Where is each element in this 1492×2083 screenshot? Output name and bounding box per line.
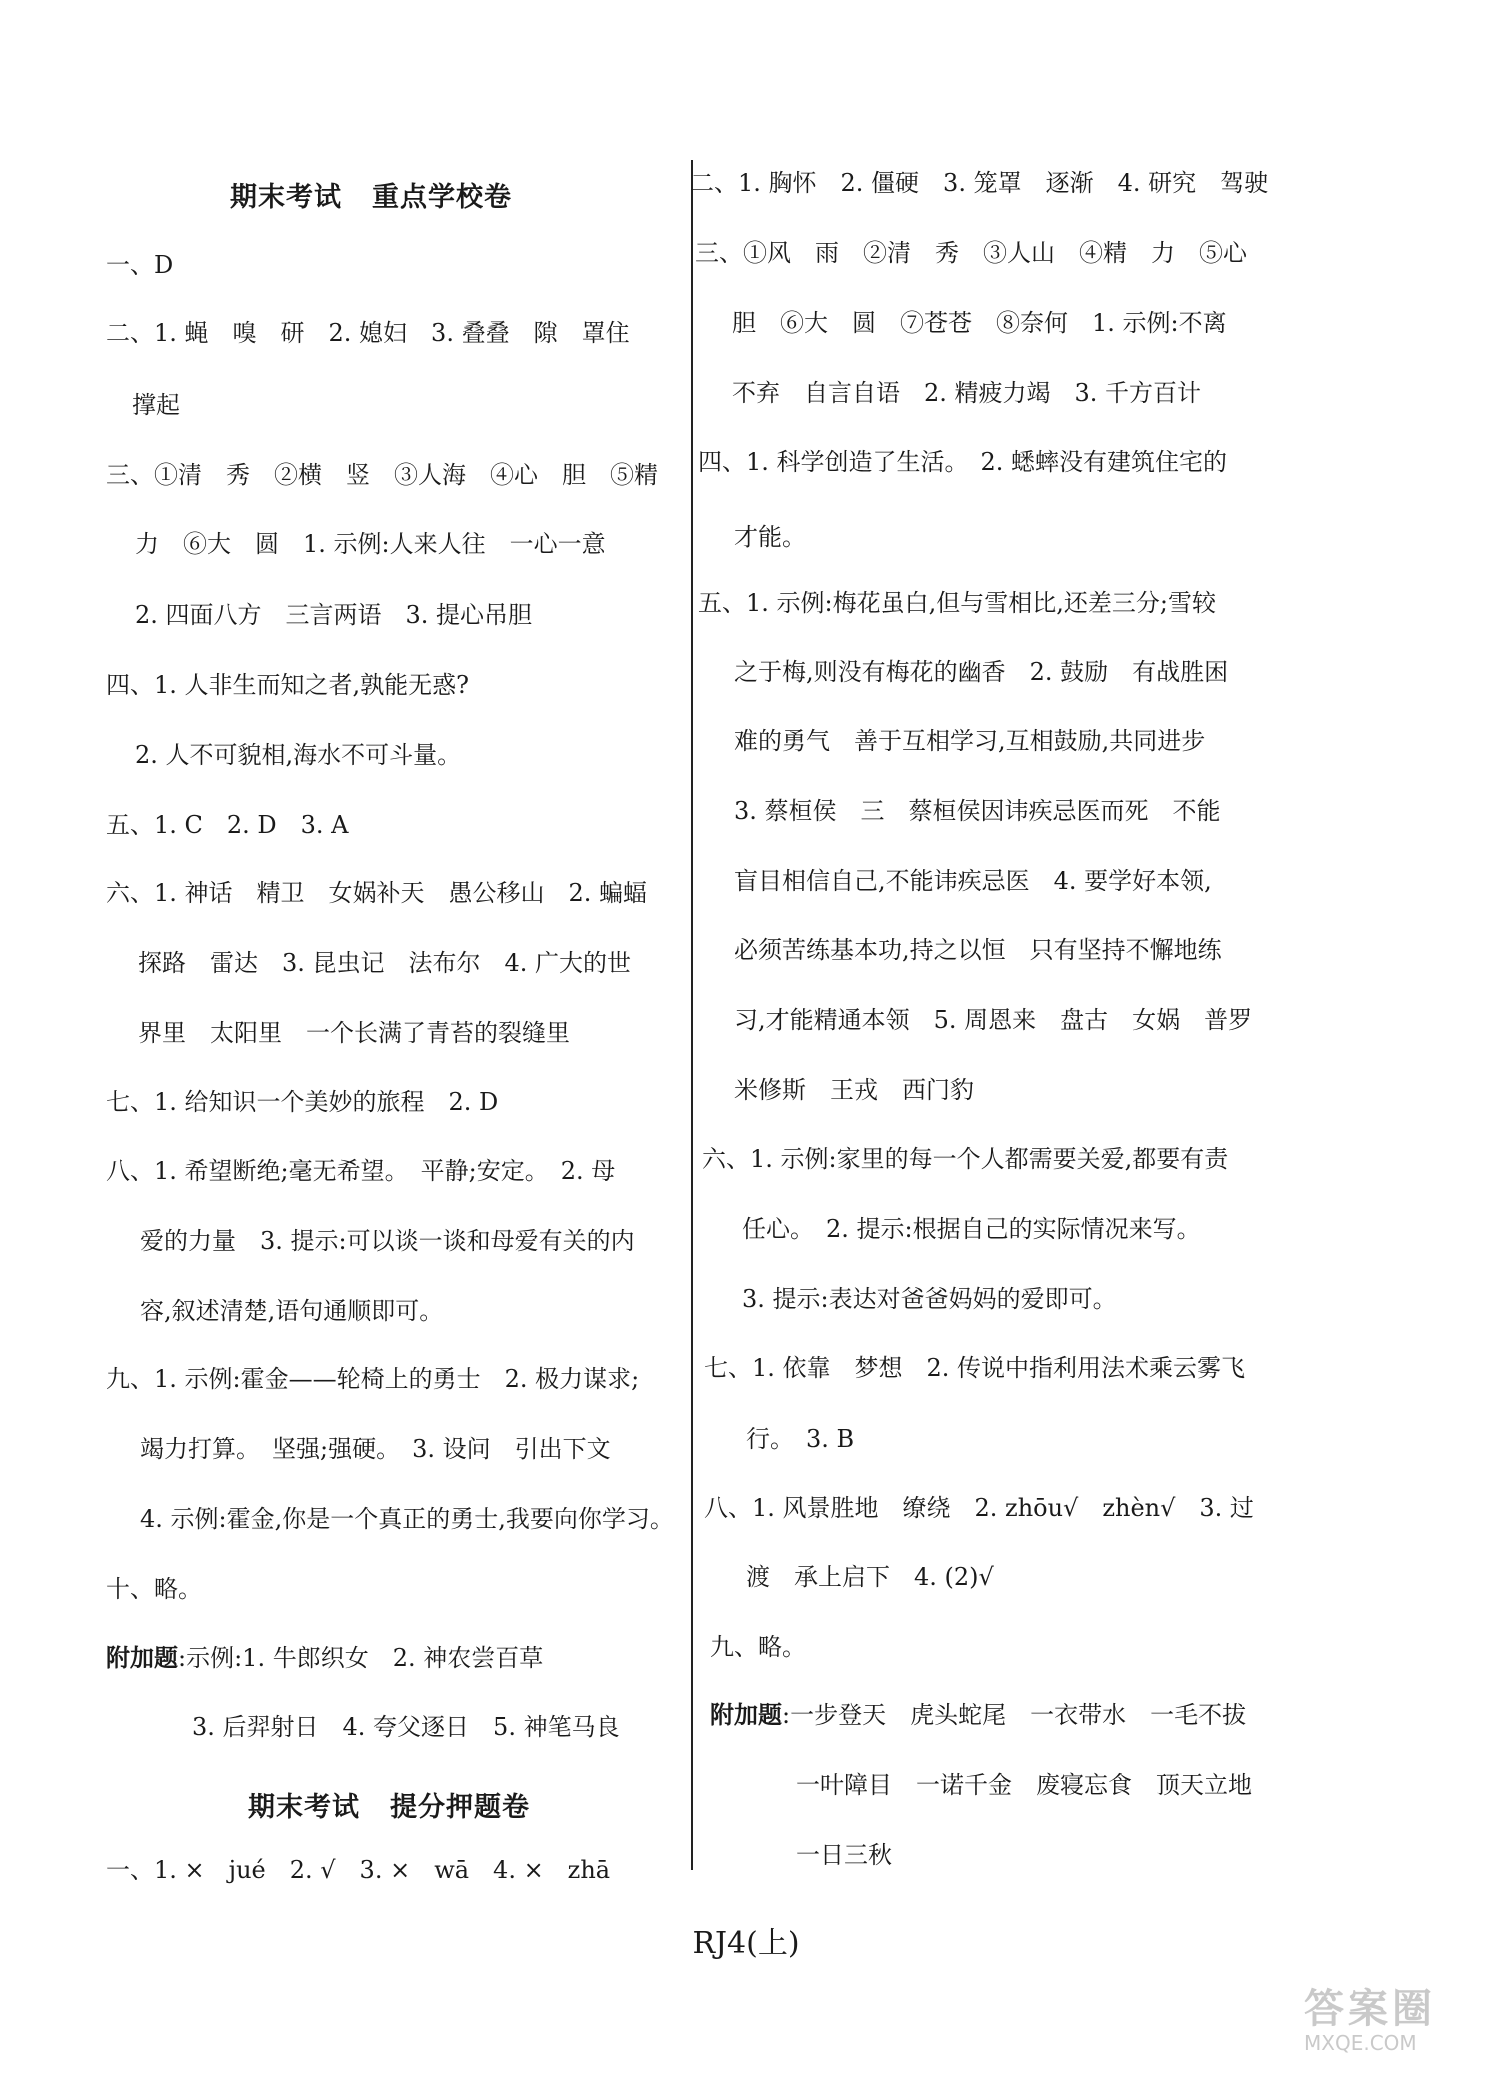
- bonus-label: 附加题: [106, 1643, 178, 1672]
- answer-line: 五、1. C 2. D 3. A: [106, 811, 349, 839]
- answer-line: 三、①清 秀 ②横 竖 ③人海 ④心 胆 ⑤精: [106, 461, 658, 489]
- section-title-key-school: 期末考试 重点学校卷: [230, 182, 512, 213]
- answer-line: 四、1. 科学创造了生活。 2. 蟋蟀没有建筑住宅的: [698, 448, 1228, 476]
- answer-line: 容,叙述清楚,语句通顺即可。: [140, 1297, 444, 1325]
- answer-line: 2. 四面八方 三言两语 3. 提心吊胆: [135, 601, 533, 629]
- answer-line: 米修斯 王戎 西门豹: [734, 1076, 974, 1104]
- column-divider: [691, 160, 693, 1870]
- answer-line: 一、1. × jué 2. √ 3. × wā 4. × zhā: [106, 1856, 611, 1884]
- answer-line: 二、1. 蝇 嗅 研 2. 媳妇 3. 叠叠 隙 罩住: [106, 319, 630, 347]
- answer-line: 六、1. 示例:家里的每一个人都需要关爱,都要有责: [702, 1145, 1229, 1173]
- answer-line: 一、D: [106, 251, 174, 279]
- answer-line: 九、1. 示例:霍金——轮椅上的勇士 2. 极力谋求;: [106, 1365, 640, 1393]
- answer-line: 才能。: [734, 523, 806, 551]
- answer-line: 七、1. 给知识一个美妙的旅程 2. D: [106, 1088, 499, 1116]
- answer-line: 胆 ⑥大 圆 ⑦苍苍 ⑧奈何 1. 示例:不离: [732, 309, 1227, 337]
- answer-line: 五、1. 示例:梅花虽白,但与雪相比,还差三分;雪较: [698, 589, 1216, 617]
- answer-line: 八、1. 风景胜地 缭绕 2. zhōu√ zhèn√ 3. 过: [704, 1494, 1254, 1522]
- answer-line: 任心。 2. 提示:根据自己的实际情况来写。: [742, 1215, 1201, 1243]
- watermark-text: 答案圈: [1304, 1985, 1436, 2032]
- answer-line: 撑起: [132, 391, 180, 419]
- answer-line: 之于梅,则没有梅花的幽香 2. 鼓励 有战胜困: [734, 658, 1229, 686]
- answer-line: 三、①风 雨 ②清 秀 ③人山 ④精 力 ⑤心: [695, 239, 1247, 267]
- section-title-score-boost: 期末考试 提分押题卷: [248, 1792, 530, 1823]
- answer-line: 2. 人不可貌相,海水不可斗量。: [135, 741, 462, 769]
- bonus-label: 附加题: [710, 1700, 782, 1729]
- answer-line: 七、1. 依靠 梦想 2. 传说中指利用法术乘云雾飞: [704, 1354, 1246, 1382]
- answer-line: 渡 承上启下 4. (2)√: [746, 1563, 994, 1591]
- answer-line: 八、1. 希望断绝;毫无希望。 平静;安定。 2. 母: [106, 1157, 616, 1185]
- bonus-line: 附加题:示例:1. 牛郎织女 2. 神农尝百草: [106, 1643, 544, 1672]
- answer-line: 难的勇气 善于互相学习,互相鼓励,共同进步: [734, 727, 1206, 755]
- bonus-line: 3. 后羿射日 4. 夸父逐日 5. 神笔马良: [192, 1713, 620, 1741]
- watermark-logo: [1304, 1987, 1474, 2061]
- answer-line: 探路 雷达 3. 昆虫记 法布尔 4. 广大的世: [138, 949, 632, 977]
- answer-line: 十、略。: [106, 1575, 202, 1603]
- bonus-line: 一日三秋: [796, 1841, 892, 1869]
- answer-line: 4. 示例:霍金,你是一个真正的勇士,我要向你学习。: [140, 1505, 674, 1533]
- bonus-line: 附加题:一步登天 虎头蛇尾 一衣带水 一毛不拔: [710, 1700, 1247, 1729]
- page-footer: RJ4(上): [692, 1926, 800, 1961]
- answer-line: 习,才能精通本领 5. 周恩来 盘古 女娲 普罗: [734, 1006, 1253, 1034]
- answer-line: 盲目相信自己,不能讳疾忌医 4. 要学好本领,: [734, 867, 1212, 895]
- answer-line: 四、1. 人非生而知之者,孰能无惑?: [106, 671, 470, 699]
- answer-line: 不弃 自言自语 2. 精疲力竭 3. 千方百计: [732, 379, 1202, 407]
- answer-line: 3. 提示:表达对爸爸妈妈的爱即可。: [742, 1285, 1117, 1313]
- answer-line: 力 ⑥大 圆 1. 示例:人来人往 一心一意: [135, 530, 606, 558]
- answer-line: 必须苦练基本功,持之以恒 只有坚持不懈地练: [734, 936, 1222, 964]
- answer-line: 爱的力量 3. 提示:可以谈一谈和母爱有关的内: [140, 1227, 635, 1255]
- answer-line: 竭力打算。 坚强;强硬。 3. 设问 引出下文: [140, 1435, 611, 1463]
- bonus-line: 一叶障目 一诺千金 废寝忘食 顶天立地: [796, 1771, 1252, 1799]
- answer-line: 界里 太阳里 一个长满了青苔的裂缝里: [138, 1019, 570, 1047]
- answer-line: 六、1. 神话 精卫 女娲补天 愚公移山 2. 蝙蝠: [106, 879, 648, 907]
- answer-line: 二、1. 胸怀 2. 僵硬 3. 笼罩 逐渐 4. 研究 驾驶: [690, 169, 1269, 197]
- watermark-url: MXQE.COM: [1304, 2031, 1417, 2055]
- answer-line: 行。 3. B: [746, 1425, 855, 1453]
- answer-line: 3. 蔡桓侯 三 蔡桓侯因讳疾忌医而死 不能: [734, 797, 1221, 825]
- answer-line: 九、略。: [710, 1633, 806, 1661]
